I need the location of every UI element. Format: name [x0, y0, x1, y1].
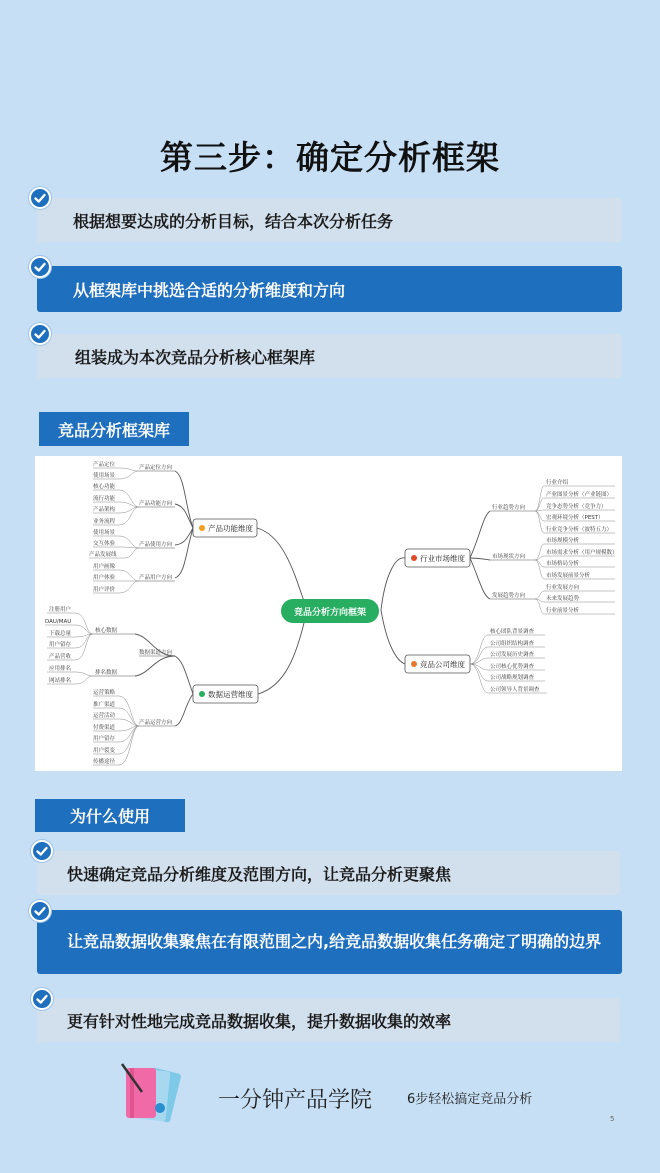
leaf-label: 使用场景	[93, 473, 116, 479]
leaf-label: 市场规模分析	[546, 538, 580, 544]
edge	[175, 471, 193, 528]
footer-brand: 一分钟产品学院	[218, 1088, 373, 1113]
reason-3-text: 更有针对性地完成竞品数据收集，提升数据收集的效率	[67, 1011, 452, 1031]
step-3	[37, 334, 622, 378]
product-dot-icon	[199, 525, 205, 531]
leaf-label: 核心功能	[93, 484, 116, 490]
reason-2	[37, 910, 622, 974]
leaf-label: 注册用户	[49, 607, 72, 613]
leaf-label: 竞争态势分析（竞争力）	[546, 504, 607, 510]
leaf-label: 使用场景	[93, 530, 116, 536]
mindmap-diagram	[35, 456, 622, 771]
step-1	[37, 198, 622, 242]
leaf-label: 付费渠道	[93, 725, 116, 731]
company-branch-label: 竞品公司维度	[420, 660, 465, 669]
leaf-label: 用户留存	[93, 736, 116, 742]
leaf-label: 业务流程	[93, 519, 116, 525]
leaf-label: 公司领导人背景调查	[490, 687, 540, 693]
group-label: 市场现状方向	[492, 554, 526, 560]
leaf-label: 推广渠道	[93, 702, 116, 708]
reason-3	[37, 998, 620, 1042]
leaf-label: 流行功能	[93, 496, 116, 502]
group-label: 核心数据	[95, 628, 118, 634]
leaf-label: 产品定位	[93, 462, 116, 468]
group-label: 发展趋势方向	[492, 593, 526, 599]
leaf-label: 产品营收	[49, 654, 72, 660]
check-icon	[29, 187, 51, 209]
leaf-label: 公司组织结构调查	[490, 641, 535, 647]
leaf-label: 行业竞争分析（波特五力）	[546, 527, 613, 533]
edge	[381, 558, 405, 610]
leaf-label: 行业发展方向	[546, 585, 580, 591]
edge	[470, 558, 490, 560]
data-branch-label: 数据运营维度	[208, 690, 253, 699]
check-icon	[31, 840, 53, 862]
check-icon	[29, 900, 51, 922]
market-branch-label: 行业市场维度	[420, 554, 465, 563]
edge	[257, 528, 307, 610]
leaf-label: 下载总量	[49, 631, 72, 637]
leaf-label: 用户留存	[49, 642, 72, 648]
group-label: 产品使用方向	[139, 542, 173, 548]
leaf-label: 行业前景分析	[546, 608, 580, 614]
leaf-label: 产品架构	[93, 507, 116, 513]
check-icon	[29, 256, 51, 278]
page-number: 5	[610, 1115, 615, 1123]
check-icon	[29, 323, 51, 345]
data-dot-icon	[199, 691, 205, 697]
reason-2-text: 让竞品数据收集聚焦在有限范围之内,给竞品数据收集任务确定了明确的边界	[67, 932, 602, 951]
leaf-label: 用户评价	[93, 587, 116, 593]
group-label: 数据渠道方向	[139, 650, 173, 656]
leaf-label: 交互体验	[93, 541, 116, 547]
leaf-label: 用户裂变	[93, 748, 116, 754]
edge	[381, 610, 405, 664]
company-dot-icon	[411, 661, 417, 667]
leaf-label: 行业介绍	[546, 480, 569, 486]
leaf-label: 应用排名	[49, 666, 72, 672]
edge	[175, 504, 193, 528]
center-node-label: 竞品分析方向框架	[293, 608, 367, 618]
leaf-label: 未来发展趋势	[546, 596, 580, 602]
footer-subtitle: 6步轻松搞定竞品分析	[407, 1092, 533, 1107]
leaf-label: 市场发展前景分析	[546, 573, 591, 579]
leaf-label: 运营活动	[93, 713, 116, 719]
leaf-label: DAU/MAU	[45, 619, 72, 625]
leaf-label: 公司战略规划调查	[490, 675, 535, 681]
leaf-label: 市场格局分析	[546, 561, 580, 567]
leaf-label: 运营策略	[93, 690, 116, 696]
edge	[135, 656, 175, 676]
edge	[470, 511, 490, 558]
group-label: 排名数据	[95, 670, 118, 676]
edge	[175, 528, 193, 578]
step-2-text: 从框架库中挑选合适的分析维度和方向	[73, 280, 346, 300]
leaf-label: 宏观环境分析（PEST）	[546, 515, 604, 521]
group-label: 产品功能方向	[139, 501, 173, 507]
leaf-label: 用户画像	[93, 564, 116, 570]
why-tag: 为什么使用	[35, 799, 185, 832]
group-label: 产品用户方向	[139, 575, 173, 581]
step-2	[37, 266, 622, 312]
notebook-logo-icon	[118, 1062, 190, 1128]
group-label: 行业趋势方向	[492, 505, 526, 511]
edge	[175, 656, 193, 694]
leaf-label: 产业图景分析（产业链图）	[546, 492, 613, 498]
leaf-label: 公司发展历史调查	[490, 652, 535, 658]
leaf-label: 公司核心优势调查	[490, 664, 535, 670]
leaf-label: 用户体验	[93, 575, 116, 581]
group-label: 产品定位方向	[139, 465, 173, 471]
edge	[470, 558, 490, 599]
leaf-label: 传播途径	[93, 759, 116, 765]
library-tag: 竞品分析框架库	[39, 412, 189, 446]
edge	[175, 694, 193, 726]
step-1-text: 根据想要达成的分析目标，结合本次分析任务	[73, 211, 394, 231]
leaf-label: 产品发展线	[89, 552, 117, 558]
leaf-label: 网站排名	[49, 678, 72, 684]
mindmap-panel	[35, 456, 622, 771]
group-label: 产品运营方向	[139, 720, 173, 726]
leaf-label: 核心团队背景调查	[490, 629, 535, 635]
reason-1	[37, 851, 620, 895]
check-icon	[31, 988, 53, 1010]
leaf-label: 市场需求分析（用户规模数）	[546, 550, 618, 556]
reason-1-text: 快速确定竞品分析维度及范围方向，让竞品分析更聚焦	[67, 864, 452, 884]
page-title: 第三步：确定分析框架	[160, 138, 500, 177]
market-dot-icon	[411, 555, 417, 561]
product-branch-label: 产品功能维度	[208, 524, 253, 533]
step-3-text: 组装成为本次竞品分析核心框架库	[75, 347, 316, 367]
